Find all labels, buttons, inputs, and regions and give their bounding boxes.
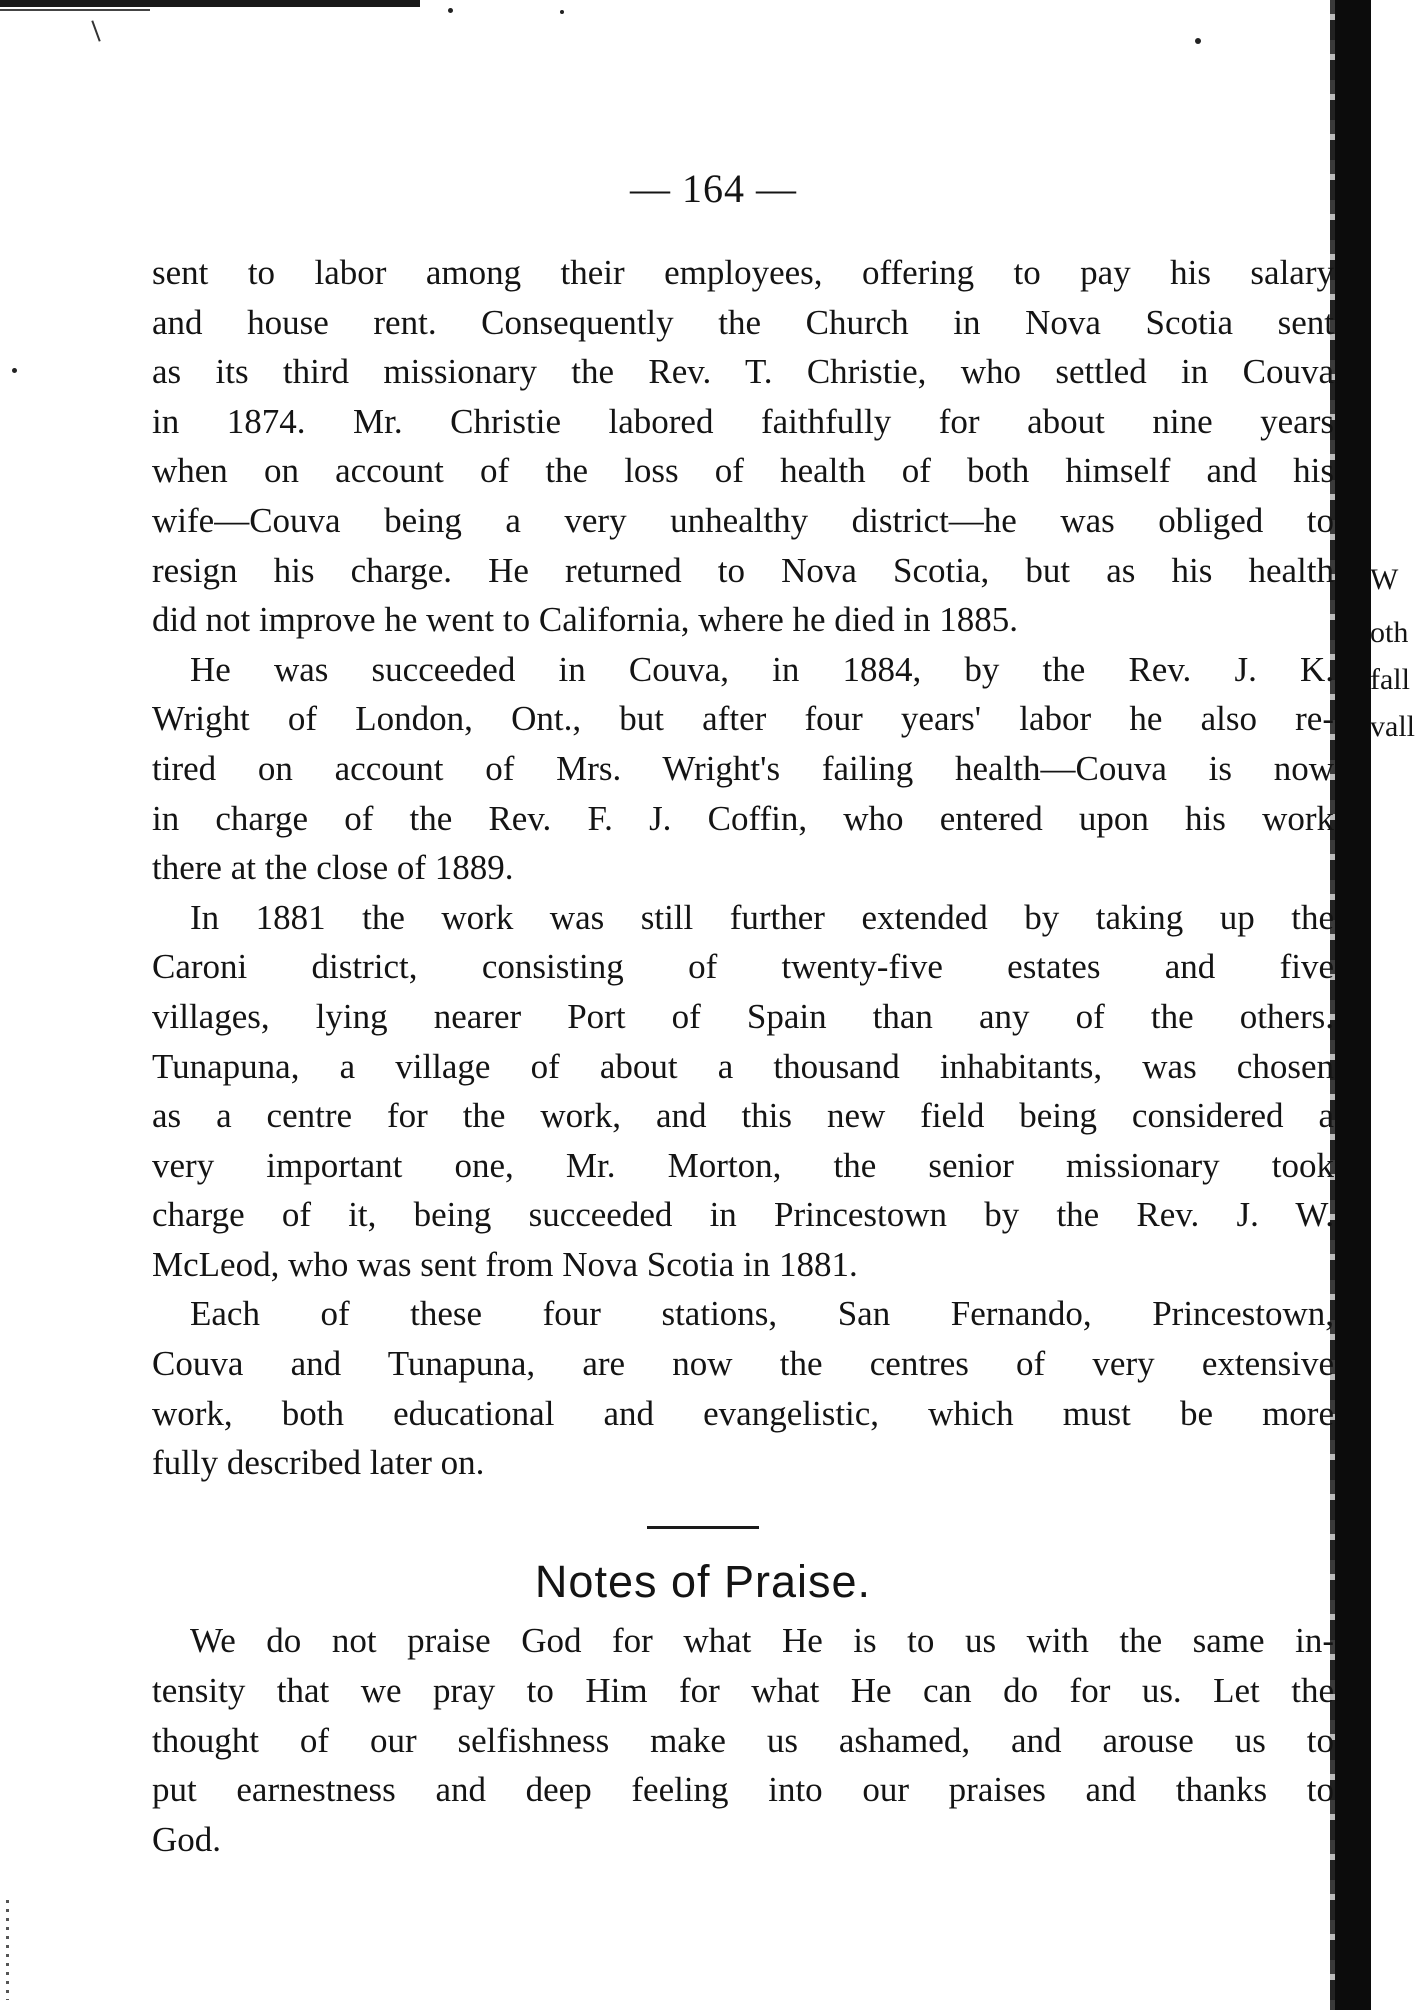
text-line: He was succeeded in Couva, in 1884, by the Rev. J. K. [190,649,1334,689]
facing-page-fragment: fall [1370,663,1410,696]
facing-page-fragment: oth [1370,616,1409,649]
text-line: work, both educational and evangelistic, which must be more [152,1393,1334,1433]
text-line: in charge of the Rev. F. J. Coffin, who entered upon his work [152,798,1334,838]
scan-dots [6,1900,9,2000]
text-line: fully described later on. [152,1443,485,1483]
text-line: God. [152,1819,222,1859]
text-line: as a centre for the work, and this new field being considered a [152,1096,1334,1136]
facing-page-fragment: vall [1370,710,1415,743]
paragraph [152,645,1334,893]
page-body [152,248,1334,1864]
top-rule-thin [0,9,150,11]
praise-paragraph [152,1616,1334,1864]
scan-speck [12,368,17,373]
text-line: villages, lying nearer Port of Spain than any of the others. [152,996,1334,1036]
text-line: tensity that we pray to Him for what He can do for us. Let the [152,1671,1334,1711]
text-line: McLeod, who was sent from Nova Scotia in 1881. [152,1244,858,1284]
facing-page-fragment: W [1370,563,1399,596]
book-gutter-shadow [1335,0,1371,2010]
page-number: — 164 — [630,166,797,211]
text-line: Each of these four stations, San Fernando, Princestown, [190,1294,1334,1334]
text-line: as its third missionary the Rev. T. Christie, who settled in Couva [152,352,1334,392]
top-rule [0,0,420,7]
text-line: very important one, Mr. Morton, the senior missionary took [152,1145,1334,1185]
text-line: resign his charge. He returned to Nova Scotia, but as his health [152,550,1334,590]
text-line: put earnestness and deep feeling into our praises and thanks to [152,1770,1334,1810]
text-line: Couva and Tunapuna, are now the centres of very extensive [152,1344,1334,1384]
text-line: and house rent. Consequently the Church in Nova Scotia sent [152,302,1334,342]
paragraph [152,893,1334,1290]
text-line: when on account of the loss of health of both himself and his [152,451,1334,491]
section-heading: Notes of Praise. [534,1555,872,1607]
text-line: wife—Couva being a very unhealthy district—he was obliged to [152,500,1334,540]
text-line: charge of it, being succeeded in Princestown by the Rev. J. W. [152,1195,1334,1235]
scan-speck [560,10,564,14]
scan-mark [91,20,100,41]
text-line: Tunapuna, a village of about a thousand inhabitants, was chosen [152,1046,1334,1086]
text-line: We do not praise God for what He is to us with the same in- [190,1621,1334,1661]
scan-speck [448,8,453,13]
paragraph [152,248,1334,645]
paragraph [152,1289,1334,1487]
scan-speck [1195,38,1201,44]
text-line: thought of our selfishness make us ashamed, and arouse us to [152,1720,1334,1760]
text-line: In 1881 the work was still further extended by taking up the [190,897,1334,937]
text-line: sent to labor among their employees, offering to pay his salary [152,253,1334,292]
section-divider [647,1526,759,1529]
text-line: in 1874. Mr. Christie labored faithfully for about nine years [152,401,1334,441]
text-line: Caroni district, consisting of twenty-five estates and five [152,947,1334,987]
text-line: tired on account of Mrs. Wright's failing health—Couva is now [152,748,1334,788]
text-line: did not improve he went to California, where he died in 1885. [152,600,1019,640]
text-line: there at the close of 1889. [152,848,514,888]
text-line: Wright of London, Ont., but after four years' labor he also re- [152,699,1334,739]
